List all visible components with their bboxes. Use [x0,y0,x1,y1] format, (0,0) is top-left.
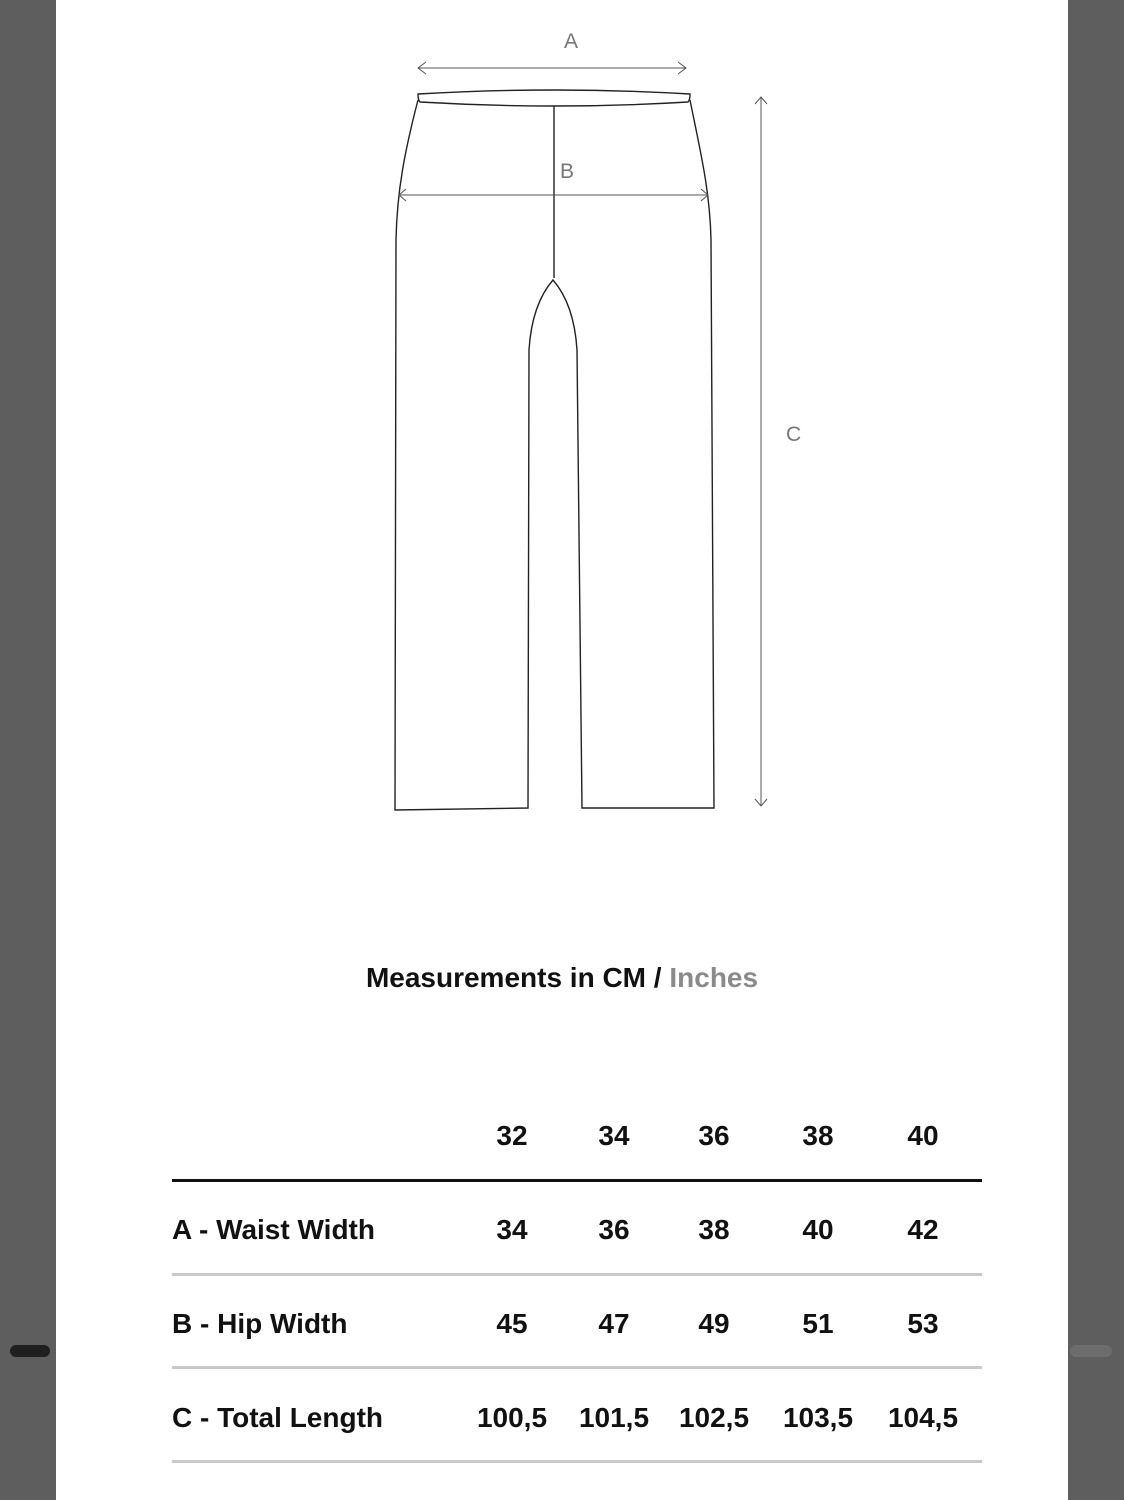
waistband-outline [418,90,690,106]
table-cell: 49 [698,1308,730,1339]
table-cell: 101,5 [578,1402,650,1433]
row-divider [172,1273,982,1276]
row-label-waist: A - Waist Width [172,1214,375,1245]
table-cell: 51 [802,1308,834,1339]
table-cell: 100,5 [476,1402,548,1433]
label-a: A [564,30,579,53]
measurement-unit-heading [0,962,1124,994]
unit-separator: / [653,962,662,993]
row-label-length: C - Total Length [172,1402,383,1433]
size-header: 34 [598,1120,630,1151]
table-cell: 103,5 [782,1402,854,1433]
table-cell: 40 [802,1214,834,1245]
table-cell: 38 [698,1214,730,1245]
size-header: 32 [496,1120,528,1151]
table-cell: 102,5 [678,1402,750,1433]
size-header: 36 [698,1120,730,1151]
right-resize-handle[interactable] [1070,1345,1112,1357]
table-cell: 34 [496,1214,528,1245]
table-cell: 104,5 [887,1402,959,1433]
row-divider [172,1366,982,1369]
size-header: 38 [802,1120,834,1151]
left-resize-handle[interactable] [10,1345,50,1357]
table-cell: 47 [598,1308,630,1339]
table-cell: 42 [907,1214,939,1245]
label-c: C [786,423,802,446]
table-cell: 53 [907,1308,939,1339]
table-cell: 45 [496,1308,528,1339]
row-label-hip: B - Hip Width [172,1308,348,1339]
label-b: B [560,160,575,183]
unit-inches-toggle[interactable]: Inches [669,962,759,993]
header-divider [172,1179,982,1182]
row-divider [172,1460,982,1463]
unit-cm: Measurements in CM [365,962,647,993]
size-header: 40 [907,1120,939,1151]
table-cell: 36 [598,1214,630,1245]
